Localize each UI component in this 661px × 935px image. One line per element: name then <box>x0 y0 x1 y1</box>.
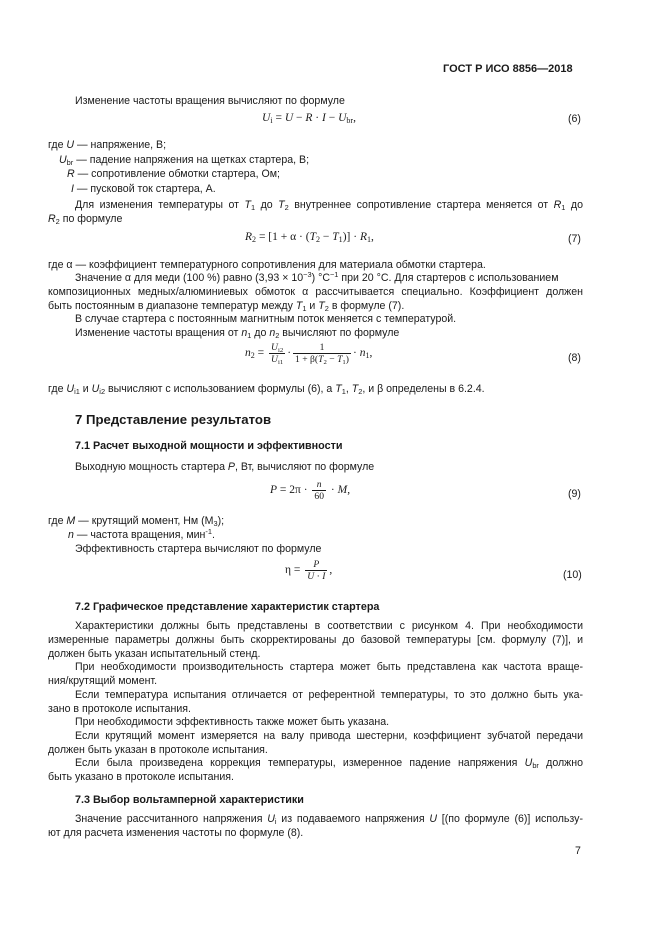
section-7-heading: 7 Представление результатов <box>75 412 272 427</box>
s72-line-10: должен быть указан в протоколе испытания. <box>48 744 268 756</box>
alpha-definition: где α — коэффициент температурного сопротивления для материала обмотки стартера. <box>48 259 486 271</box>
section-7-3-heading: 7.3 Выбор вольтамперной характеристики <box>75 794 304 806</box>
equation-9: P = 2π · $\frac{n}{60}$ · M, <box>270 479 351 502</box>
temp-paragraph-line1: Для изменения температуры от $T_1$ до $T_2$ внутреннее сопротивление стартера меняется от $R_1$ до <box>75 199 583 212</box>
where-i: I — пусковой ток стартера, А. <box>71 183 216 195</box>
copper-line1: Значение α для меди (100 %) равно $(3,93 \times 10^{-3})$ $^\circ C^{-1}$ при 20 °C. Для стартеров с использованием <box>75 270 559 284</box>
efficiency-intro: Эффективность стартера вычисляют по формуле <box>75 543 322 555</box>
equation-6-number: (6) <box>568 113 581 125</box>
s72-line-8: При необходимости эффективность также может быть указана. <box>75 716 390 728</box>
section-7-2-heading: 7.2 Графическое представление характеристик стартера <box>75 601 380 613</box>
where-m: где M — крутящий момент, Нм $(M_3)$; <box>48 515 225 528</box>
section-7-1-heading: 7.1 Расчет выходной мощности и эффективности <box>75 440 343 452</box>
equation-6: $U_i = U - R \cdot I - U_{br}$, <box>262 112 356 125</box>
standard-designation: ГОСТ Р ИСО 8856—2018 <box>443 63 573 75</box>
s72-line-1: Характеристики должны быть представлены в соответствии с рисунком 4. При необходимости <box>75 620 583 632</box>
s72-line-12: быть указано в протоколе испытания. <box>48 771 234 783</box>
equation-7-number: (7) <box>568 233 581 245</box>
s72-line-5: ния/крутящий момент. <box>48 675 158 687</box>
magnet-paragraph: В случае стартера с постоянным магнитным поток меняется с температурой. <box>75 313 457 325</box>
ui-definition: где $U_{i1}$ и $U_{i2}$ вычисляют с использованием формулы (6), а $T_1$, $T_2$, и β определены в 6.2.4. <box>48 383 485 396</box>
s72-line-4: При необходимости производительность стартера может быть представлена как частота враще- <box>75 661 583 673</box>
equation-10-number: (10) <box>563 569 582 581</box>
where-u: где U — напряжение, В; <box>48 139 167 151</box>
s72-line-9: Если крутящий момент измеряется на валу привода шестерни, коэффициент зубчатой передачи <box>75 730 583 742</box>
s73-line-2: ют для расчета изменения частоты по формуле (8). <box>48 827 304 839</box>
speed-formula-intro: Изменение частоты вращения вычисляют по формуле <box>75 95 345 107</box>
power-intro: Выходную мощность стартера P, Вт, вычисляют по формуле <box>75 461 375 473</box>
s72-line-2: измеренные параметры должны быть скорректированы до базовой температуры [см. формулу (7)], и <box>48 634 583 646</box>
s72-line-3: должен быть указан испытательный стенд. <box>48 648 261 660</box>
equation-7: $R_2 = [1 + \alpha \cdot (T_2 - T_1)] \cdot R_1$, <box>245 231 374 244</box>
equation-8: $n_2$ = $\frac{U_{i2}}{U_{i1}}$ · $\frac{1}{1 + \beta(T_2 - T_1)}$ · $n_1$, <box>245 342 373 366</box>
equation-10: η = $\frac{P}{U \cdot I}$ , <box>285 559 333 582</box>
s73-line-1: Значение рассчитанного напряжения $U_i$ из подаваемого напряжения U [(по формуле (6)] использу- <box>75 813 583 826</box>
temp-paragraph-line2: $R_2$ по формуле <box>48 213 123 226</box>
speed-change-intro: Изменение частоты вращения от $n_1$ до $n_2$ вычисляют по формуле <box>75 327 400 340</box>
where-n: n — частота вращения, мин$^{-1}$. <box>68 527 215 541</box>
s72-line-7: зано в протоколе испытания. <box>48 703 191 715</box>
page-number: 7 <box>575 845 581 857</box>
copper-line2: композиционных медных/алюминиевых обмоток α рассчитывается специально. Коэффициент должен <box>48 286 583 298</box>
s72-line-11: Если была произведена коррекция температуры, измеренное падение напряжения $U_{br}$ должно <box>75 757 583 770</box>
where-ubr: $U_{br}$ — падение напряжения на щетках стартера, В; <box>59 154 310 167</box>
copper-line3: быть постоянным в диапазоне температур между $T_1$ и $T_2$ в формуле (7). <box>48 300 405 313</box>
equation-8-number: (8) <box>568 352 581 364</box>
equation-9-number: (9) <box>568 488 581 500</box>
where-r: R — сопротивление обмотки стартера, Ом; <box>67 168 280 180</box>
s72-line-6: Если температура испытания отличается от референтной температуры, то это должно быть ука- <box>75 689 583 701</box>
